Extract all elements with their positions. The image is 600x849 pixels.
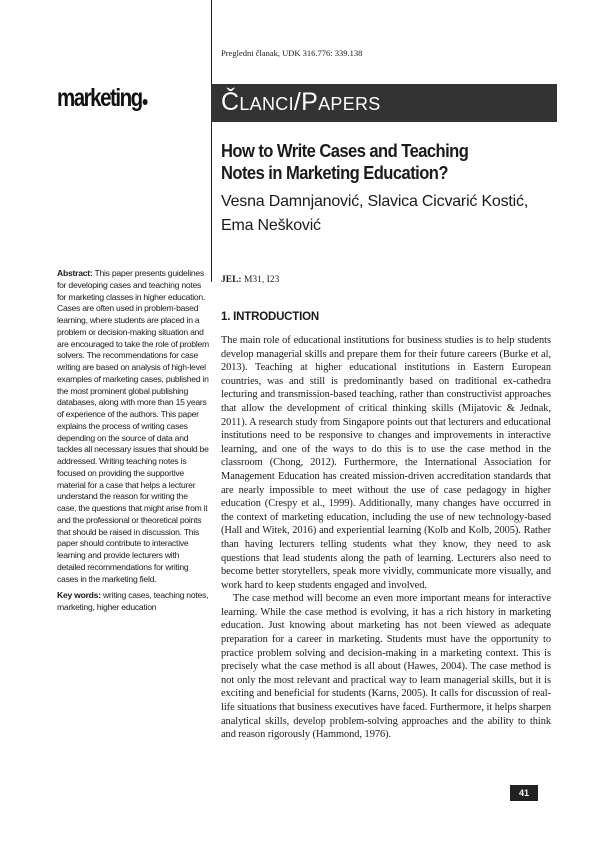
abstract-text: This paper presents guidelines for developing cases and teaching notes for marketing classes in higher education. Cases are often used in problem-based learning, where students are placed in a problem or decision-making situation and are encouraged to take the role of problem solvers. The recommendations for case writing are based on analysis of high-level examples of marketing cases, published in the most prominent global publishing databases, along with more than 15 years of experience of the authors. This paper explains the process of writing cases depending on the source of data and tackles all necessary issues that should be addressed. Writing teaching notes is focused on providing the supportive material for a case that helps a lecturer understand the reason for writing the case, the questions that might arise from it and the professional or theoretical points that should be raised in discussion. This paper should contribute to interactive learning and provide lecturers with detailed recommendations for writing cases in the marketing field. [57, 268, 209, 584]
jel-codes: M31, I23 [243, 275, 280, 285]
journal-logo [57, 84, 147, 113]
section-banner [211, 84, 557, 122]
page-number: 41 [510, 785, 538, 801]
abstract-paragraph [57, 268, 209, 585]
keywords-label: Key words: [57, 590, 101, 601]
abstract-block [57, 268, 209, 614]
keywords-paragraph [57, 590, 209, 614]
body-paragraph: The main role of educational institutions for business studies is to help students develop managerial skills and prepare them for their future careers (Burke et al, 2013). Teaching at higher educational institutions in Eastern European countries, was and still is predominantly based on traditional ex-cathedra lecturing and transmission-based teaching, rather than constructivist approaches that allow the development of critical thinking skills (Mijatovic & Jednak, 2011). A research study from Singapore points out that lecturers and educational institutions need to be responsive to changes and improvements in interactive learning, and one of the ways to do this is to use the case method in the classroom (Chong, 2012). Furthermore, the International Association for Management Education has created mission-driven accreditation standards that are nearly impossible to meet without the use of case pedagogy in higher education (Crespy et al., 1999). Additionally, many changes have occurred in the context of marketing education, including the use of new technology-based (Hall and Witek, 2016) and experiential learning (Kolb and Kolb, 2005). Rather than having lecturers telling students what they know, they need to ask questions that lead students along the path of learning. Lecturers also need to become better storytellers, speak more vividly, communicate more visually, and work hard to keep students engaged and involved. [221, 335, 551, 591]
column-divider-line [211, 0, 212, 282]
article-type-reference: Pregledni članak, UDK 316.776: 339.138 [221, 48, 363, 58]
abstract-label: Abstract: [57, 268, 93, 278]
logo-dot-icon: ● [141, 93, 148, 109]
section-title: Članci/Papers [221, 88, 381, 116]
jel-classification [221, 275, 279, 285]
body-text [221, 334, 551, 742]
journal-logo-text: marketing [57, 84, 142, 112]
article-authors: Vesna Damnjanović, Slavica Cicvarić Kostić, Ema Nešković [221, 193, 529, 234]
body-paragraph: The case method will become an even more important means for interactive learning. While the case method is evolving, it has a rich history in marketing education. Just knowing about marketing has not been viewed as adequate preparation for a career in marketing. Students must have the opportunity to practice problem solving and decision-making in a marketing context. This is precisely what the case method is all about (Hawes, 2004). The case method is not only the most relevant and practical way to learn managerial skills, but it is exciting and beneficial for students (Karns, 2005). It calls for discussion of real-life situations that business executives have faced. Furthermore, it helps sharpen analytical skills, develop problem-solving approaches and the ability to think and reason rigorously (Hammond, 1976). [221, 593, 551, 741]
keywords-text: writing cases, teaching notes, marketing, higher education [57, 590, 209, 612]
article-title: How to Write Cases and Teaching Notes in Marketing Education? [221, 141, 469, 183]
section-heading: 1. INTRODUCTION [221, 311, 319, 323]
jel-label: JEL: [221, 275, 242, 285]
